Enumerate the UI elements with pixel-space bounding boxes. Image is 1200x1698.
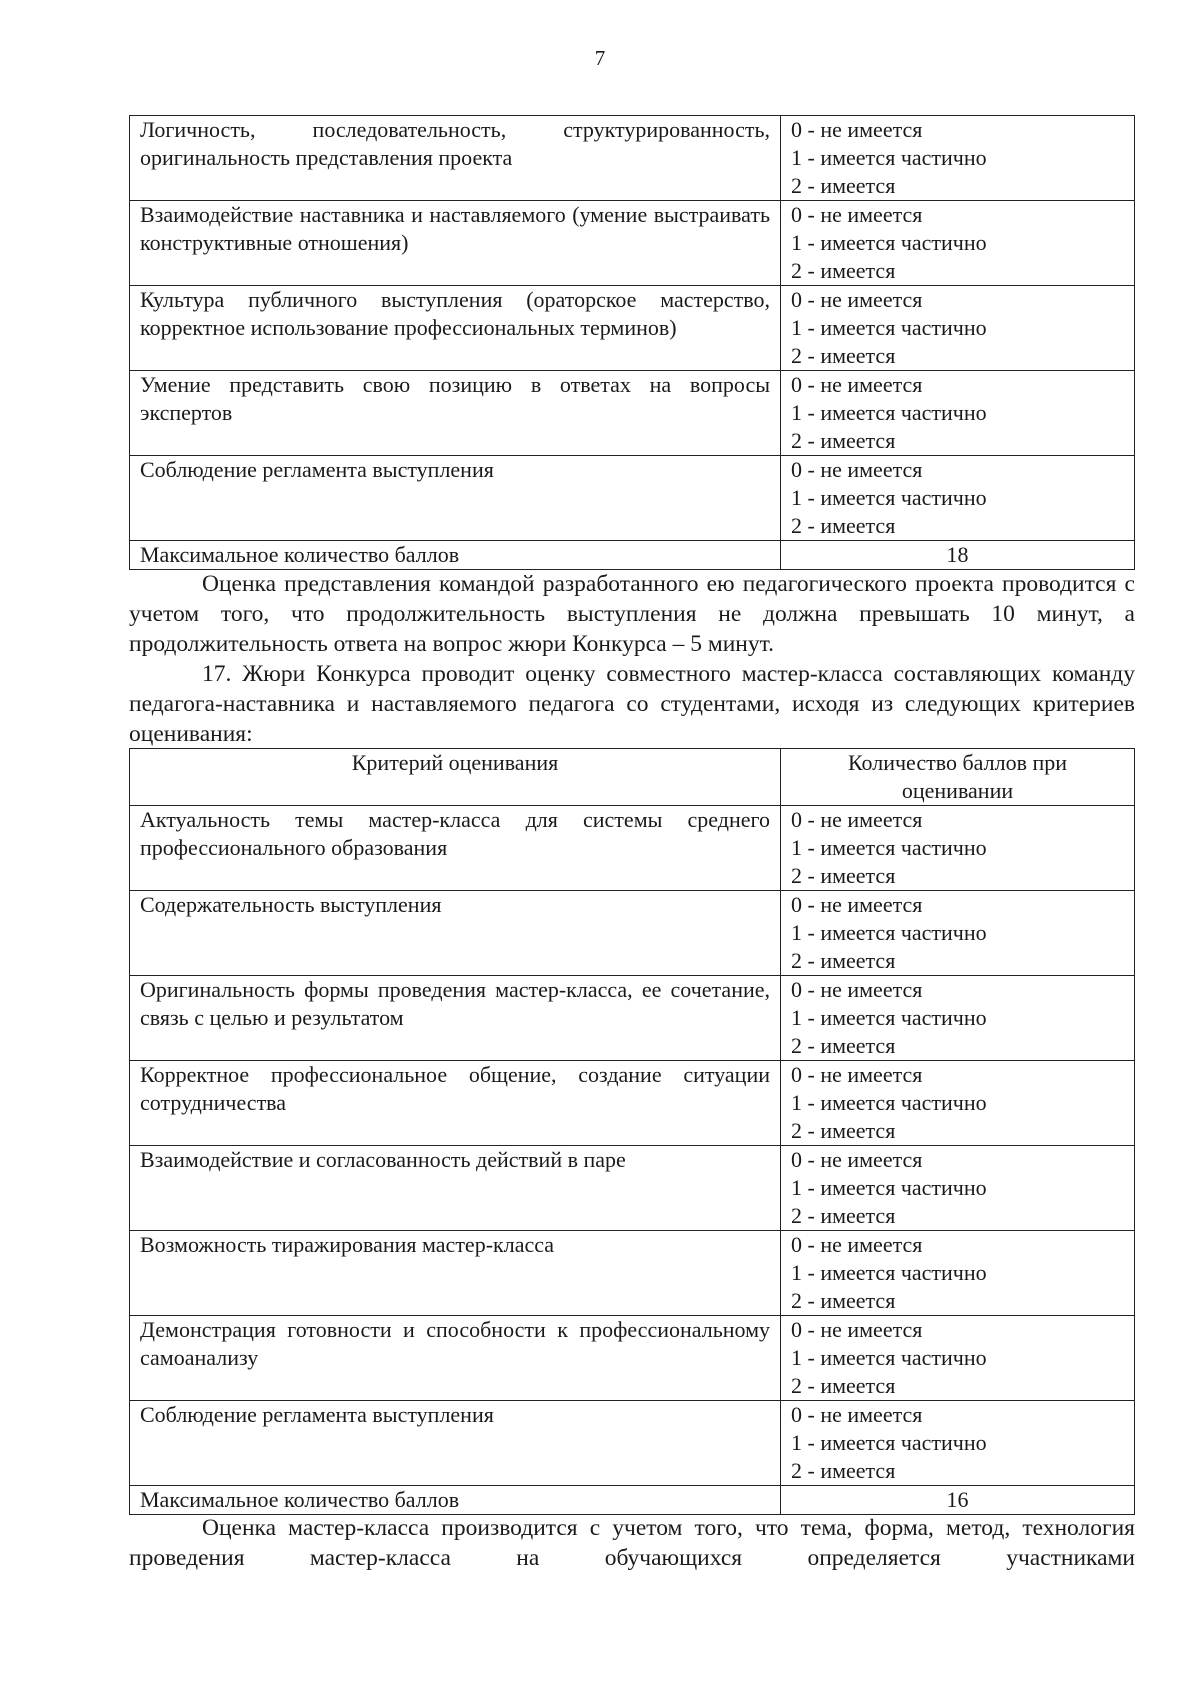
score-option: 1 - имеется частично	[791, 1175, 987, 1200]
criterion-cell: Взаимодействие наставника и наставляемого (умение выстраивать конструктивные отношения)	[130, 201, 781, 286]
scores-cell	[781, 1061, 1135, 1146]
score-option: 0 - не имеется	[791, 1232, 923, 1257]
score-option: 0 - не имеется	[791, 1317, 923, 1342]
scores-cell	[781, 286, 1135, 371]
criterion-cell: Содержательность выступления	[130, 891, 781, 976]
table-row	[130, 371, 1135, 456]
score-option: 0 - не имеется	[791, 1402, 923, 1427]
total-value: 18	[781, 541, 1135, 570]
score-option: 2 - имеется	[791, 343, 896, 368]
score-option: 1 - имеется частично	[791, 835, 987, 860]
score-option: 1 - имеется частично	[791, 1345, 987, 1370]
scores-cell	[781, 1401, 1135, 1486]
criterion-cell: Логичность, последовательность, структурированность, оригинальность представления проекта	[130, 116, 781, 201]
score-option: 0 - не имеется	[791, 977, 923, 1002]
paragraph-master-class-intro: 17. Жюри Конкурса проводит оценку совместного мастер-класса составляющих команду педагога-наставника и наставляемого педагога со студентами, исходя из следующих критериев оценивания:	[129, 661, 1135, 747]
table-row	[130, 1231, 1135, 1316]
score-option: 0 - не имеется	[791, 287, 923, 312]
table-row	[130, 201, 1135, 286]
paragraph-master-class-evaluation: Оценка мастер-класса производится с учетом того, что тема, форма, метод, технология проведения мастер-класса на обучающихся определяется участниками	[129, 1515, 1135, 1571]
table-row	[130, 891, 1135, 976]
score-option: 0 - не имеется	[791, 117, 923, 142]
criterion-cell: Корректное профессиональное общение, создание ситуации сотрудничества	[130, 1061, 781, 1146]
scores-cell	[781, 976, 1135, 1061]
table-row	[130, 1146, 1135, 1231]
score-option: 1 - имеется частично	[791, 1430, 987, 1455]
table-row	[130, 1061, 1135, 1146]
score-option: 1 - имеется частично	[791, 1090, 987, 1115]
score-option: 1 - имеется частично	[791, 230, 987, 255]
criteria-table-master-class	[129, 748, 1135, 1515]
score-option: 1 - имеется частично	[791, 1260, 987, 1285]
score-option: 2 - имеется	[791, 1033, 896, 1058]
score-option: 2 - имеется	[791, 1458, 896, 1483]
criterion-cell: Демонстрация готовности и способности к профессиональному самоанализу	[130, 1316, 781, 1401]
score-option: 0 - не имеется	[791, 807, 923, 832]
header-scores: Количество баллов при оценивании	[781, 749, 1135, 806]
criterion-cell: Оригинальность формы проведения мастер-класса, ее сочетание, связь с целью и результатом	[130, 976, 781, 1061]
scores-cell	[781, 371, 1135, 456]
criteria-table-project	[129, 115, 1135, 570]
criterion-cell: Соблюдение регламента выступления	[130, 456, 781, 541]
table-row	[130, 806, 1135, 891]
score-option: 2 - имеется	[791, 1118, 896, 1143]
total-row	[130, 1486, 1135, 1515]
paragraph-project-evaluation: Оценка представления командой разработанного ею педагогического проекта проводится с учетом того, что продолжительность выступления не должна превышать 10 минут, а продолжительность ответа на вопрос жюри Конкурса – 5 минут.	[129, 571, 1135, 657]
scores-cell	[781, 116, 1135, 201]
score-option: 0 - не имеется	[791, 1147, 923, 1172]
page-number: 7	[594, 46, 606, 70]
score-option: 2 - имеется	[791, 1288, 896, 1313]
score-option: 0 - не имеется	[791, 892, 923, 917]
score-option: 2 - имеется	[791, 428, 896, 453]
table-row	[130, 976, 1135, 1061]
scores-cell	[781, 456, 1135, 541]
scores-cell	[781, 1316, 1135, 1401]
total-label: Максимальное количество баллов	[130, 541, 781, 570]
score-option: 2 - имеется	[791, 1373, 896, 1398]
score-option: 1 - имеется частично	[791, 315, 987, 340]
criterion-cell: Взаимодействие и согласованность действий в паре	[130, 1146, 781, 1231]
score-option: 1 - имеется частично	[791, 145, 987, 170]
score-option: 1 - имеется частично	[791, 400, 987, 425]
table-row	[130, 1316, 1135, 1401]
criterion-cell: Актуальность темы мастер-класса для системы среднего профессионального образования	[130, 806, 781, 891]
total-value: 16	[781, 1486, 1135, 1515]
scores-cell	[781, 806, 1135, 891]
score-option: 2 - имеется	[791, 513, 896, 538]
criterion-cell: Умение представить свою позицию в ответах на вопросы экспертов	[130, 371, 781, 456]
score-option: 0 - не имеется	[791, 1062, 923, 1087]
score-option: 1 - имеется частично	[791, 920, 987, 945]
score-option: 2 - имеется	[791, 863, 896, 888]
total-label: Максимальное количество баллов	[130, 1486, 781, 1515]
table-row	[130, 1401, 1135, 1486]
score-option: 0 - не имеется	[791, 372, 923, 397]
score-option: 0 - не имеется	[791, 457, 923, 482]
score-option: 2 - имеется	[791, 173, 896, 198]
table-header-row	[130, 749, 1135, 806]
score-option: 2 - имеется	[791, 948, 896, 973]
score-option: 2 - имеется	[791, 258, 896, 283]
scores-cell	[781, 891, 1135, 976]
scores-cell	[781, 1231, 1135, 1316]
scores-cell	[781, 1146, 1135, 1231]
header-criterion: Критерий оценивания	[130, 749, 781, 806]
table-row	[130, 286, 1135, 371]
table-row	[130, 456, 1135, 541]
score-option: 2 - имеется	[791, 1203, 896, 1228]
score-option: 1 - имеется частично	[791, 485, 987, 510]
score-option: 1 - имеется частично	[791, 1005, 987, 1030]
table-row	[130, 116, 1135, 201]
criterion-cell: Возможность тиражирования мастер-класса	[130, 1231, 781, 1316]
score-option: 0 - не имеется	[791, 202, 923, 227]
scores-cell	[781, 201, 1135, 286]
criterion-cell: Соблюдение регламента выступления	[130, 1401, 781, 1486]
criterion-cell: Культура публичного выступления (ораторское мастерство, корректное использование профессиональных терминов)	[130, 286, 781, 371]
total-row	[130, 541, 1135, 570]
